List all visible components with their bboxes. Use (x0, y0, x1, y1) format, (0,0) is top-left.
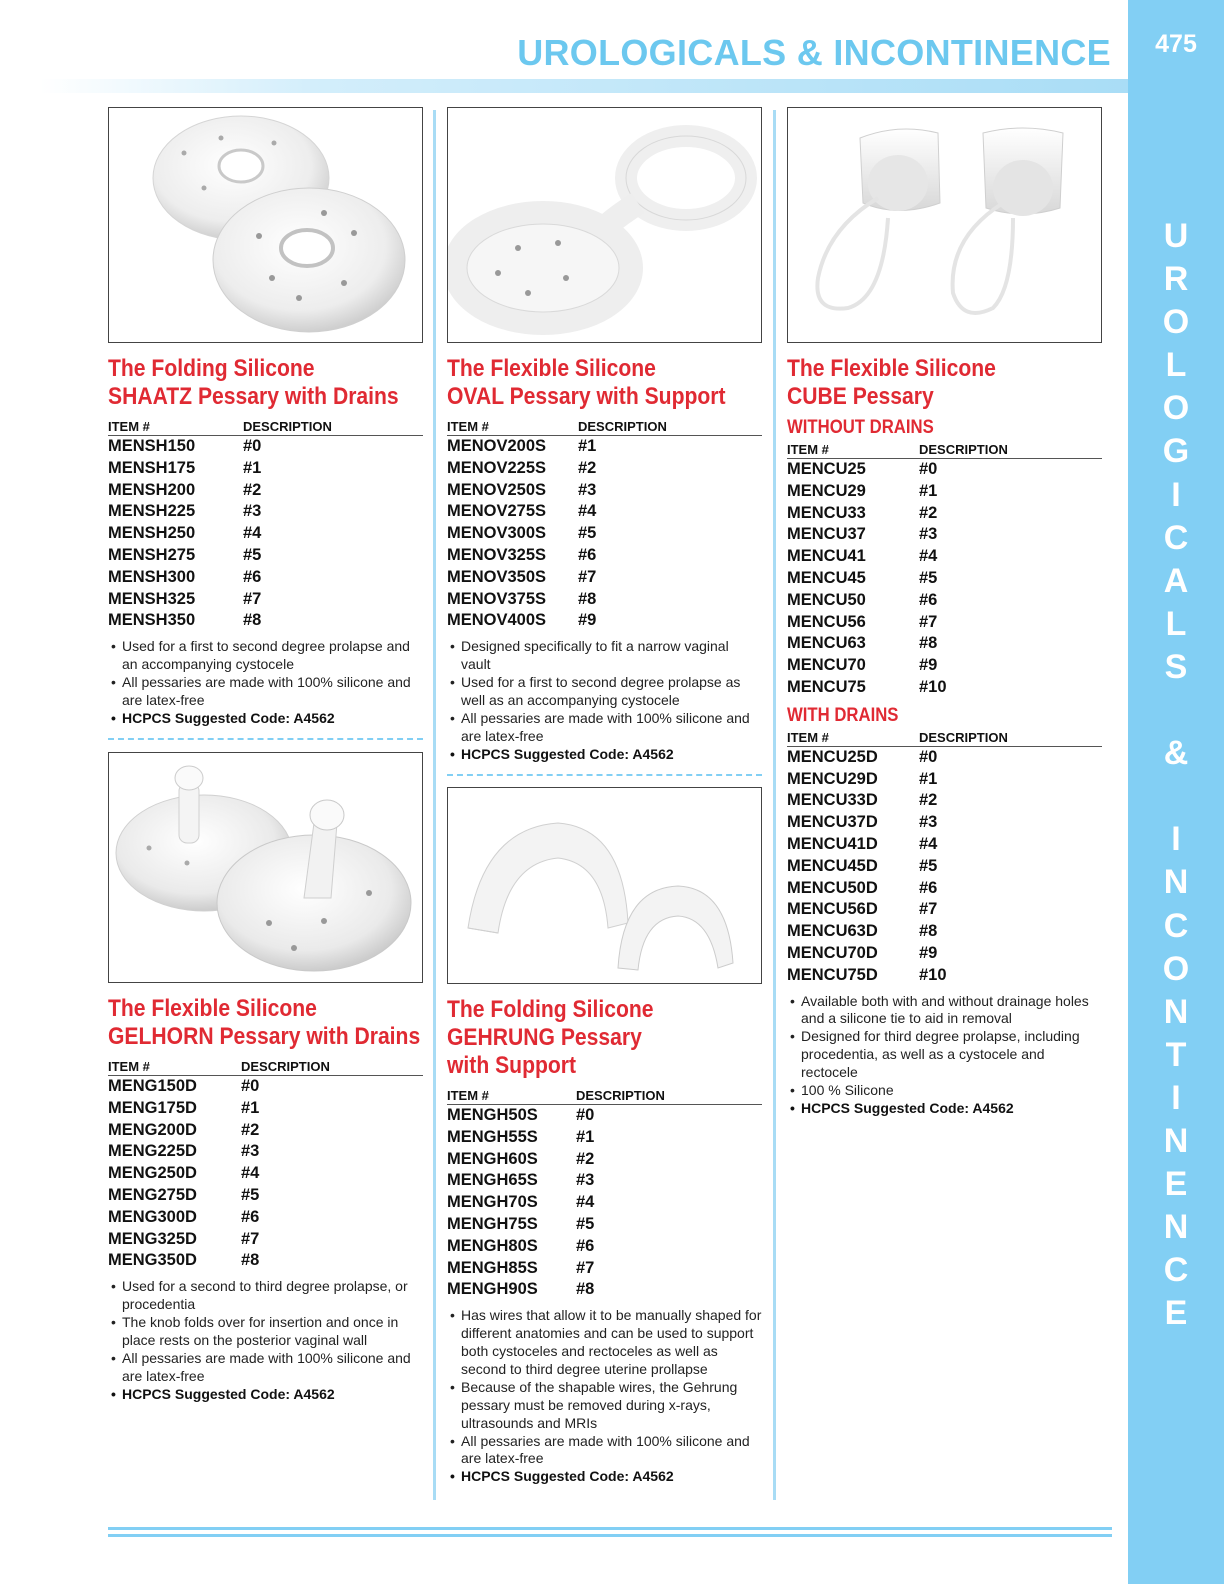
item-size: #5 (243, 545, 262, 564)
table-row (108, 1098, 423, 1120)
table-row (108, 1141, 423, 1163)
page-number: 475 (1155, 30, 1197, 58)
table-row (447, 1170, 762, 1192)
item-size: #3 (578, 480, 597, 499)
item-number: MENCU29D (787, 769, 878, 788)
table-row (447, 436, 762, 458)
item-table (108, 1059, 423, 1272)
feature-item: • All pessaries are made with 100% silicone and are latex-free (447, 710, 762, 746)
item-number: MENG350D (108, 1251, 197, 1270)
item-number: MENGH90S (447, 1280, 538, 1299)
item-number: MENCU75D (787, 965, 878, 984)
item-size: #2 (243, 480, 262, 499)
item-size: #3 (576, 1171, 595, 1190)
table-row (787, 943, 1102, 965)
item-size: #6 (243, 567, 262, 586)
table-row (447, 589, 762, 611)
table-row (108, 589, 423, 611)
item-size: #7 (576, 1258, 595, 1277)
side-tab-letter: L (1165, 604, 1187, 643)
item-number: MENCU37 (787, 525, 866, 544)
table-row (787, 568, 1102, 590)
item-number: MENCU56D (787, 900, 878, 919)
item-number: MENOV325S (447, 545, 547, 564)
item-number: MENGH75S (447, 1214, 538, 1233)
item-size: #0 (241, 1077, 260, 1095)
side-tab-letter: I (1171, 475, 1181, 514)
item-number: MENOV250S (447, 480, 547, 499)
side-tab-letter: E (1164, 1165, 1188, 1204)
table-row (787, 856, 1102, 878)
item-number: MENCU41D (787, 834, 878, 853)
feature-list (108, 638, 423, 728)
table-row (787, 746, 1102, 768)
item-number: MENG250D (108, 1164, 197, 1183)
item-number: MENCU75 (787, 677, 866, 696)
product-title: The Folding Silicone SHAATZ Pessary with Drains (108, 355, 399, 410)
table-row (787, 503, 1102, 525)
item-number: MENG300D (108, 1207, 197, 1226)
item-size: #1 (241, 1098, 260, 1117)
product-shaatz (108, 107, 423, 740)
feature-item: • The knob folds over for insertion and once in place rests on the posterior vaginal wall (108, 1314, 423, 1350)
item-size: #8 (243, 611, 262, 630)
footer-rule (108, 1534, 1112, 1537)
item-size: #7 (919, 900, 938, 919)
feature-list (447, 1307, 762, 1486)
table-row (108, 567, 423, 589)
item-size: #6 (576, 1236, 595, 1255)
table-row (108, 1250, 423, 1272)
feature-item: • Because of the shapable wires, the Gehrung pessary must be removed during x-rays, ultrasounds and MRIs (447, 1379, 762, 1433)
item-number: MENCU63 (787, 634, 866, 653)
item-size: #8 (578, 589, 597, 608)
table-row (447, 1127, 762, 1149)
item-size: #8 (241, 1251, 260, 1270)
side-tab-title (1128, 215, 1224, 1335)
item-size: #7 (919, 612, 938, 631)
item-number: MENSH350 (108, 611, 196, 630)
table-row (447, 523, 762, 545)
side-tab-letter: C (1163, 518, 1189, 557)
side-tab-letter: S (1164, 647, 1188, 686)
item-size: #5 (919, 568, 938, 587)
table-row (787, 459, 1102, 481)
table-row (108, 436, 423, 458)
subsection-heading: WITH DRAINS (787, 704, 899, 726)
footer-rule (108, 1527, 1112, 1530)
table-row (447, 1236, 762, 1258)
item-size: #6 (919, 590, 938, 609)
product-title: The Flexible Silicone OVAL Pessary with Support (447, 355, 726, 410)
item-size: #5 (919, 856, 938, 875)
item-size: #1 (578, 437, 597, 455)
item-column-header: ITEM # (447, 419, 578, 436)
table-row (787, 524, 1102, 546)
table-row (447, 1192, 762, 1214)
table-row (447, 567, 762, 589)
product-oval (447, 107, 762, 776)
table-row (447, 501, 762, 523)
table-row (108, 1229, 423, 1251)
item-size: #6 (578, 545, 597, 564)
description-column-header: DESCRIPTION (919, 442, 1102, 459)
item-number: MENCU63D (787, 922, 878, 941)
item-size: #1 (576, 1127, 595, 1146)
item-number: MENCU25D (787, 747, 878, 766)
item-size: #3 (919, 813, 938, 832)
table-row (787, 834, 1102, 856)
item-size: #0 (919, 747, 938, 766)
item-size: #4 (919, 547, 938, 566)
table-row (447, 545, 762, 567)
item-size: #6 (919, 878, 938, 897)
table-row (447, 1149, 762, 1171)
item-size: #6 (241, 1207, 260, 1226)
item-number: MENCU50 (787, 590, 866, 609)
feature-item: • Available both with and without drainage holes and a silicone tie to aid in removal (787, 993, 1102, 1029)
item-size: #1 (919, 481, 938, 500)
item-size: #10 (919, 677, 947, 696)
item-size: #2 (919, 503, 938, 522)
description-column-header: DESCRIPTION (576, 1088, 762, 1105)
table-row (108, 501, 423, 523)
section-divider (108, 738, 423, 740)
item-size: #4 (919, 834, 938, 853)
item-size: #4 (243, 524, 262, 543)
item-table (787, 442, 1102, 699)
table-row (787, 546, 1102, 568)
table-row (787, 590, 1102, 612)
item-number: MENGH50S (447, 1106, 538, 1124)
feature-item: • Designed specifically to fit a narrow vaginal vault (447, 638, 762, 674)
table-row (787, 481, 1102, 503)
item-table (787, 730, 1102, 987)
feature-item: • Designed for third degree prolapse, including procedentia, as well as a cystocele and rectocele (787, 1028, 1102, 1082)
item-column-header: ITEM # (787, 730, 919, 747)
description-column-header: DESCRIPTION (578, 419, 762, 436)
item-size: #0 (243, 437, 262, 455)
item-size: #2 (576, 1149, 595, 1168)
side-tab-letter: I (1171, 820, 1181, 859)
item-number: MENCU33D (787, 791, 878, 810)
product-photo-gehrung (447, 787, 762, 984)
item-size: #8 (919, 634, 938, 653)
item-number: MENOV275S (447, 502, 547, 521)
item-number: MENOV300S (447, 524, 547, 543)
side-tab-letter: A (1163, 561, 1189, 600)
item-size: #8 (576, 1280, 595, 1299)
header-bar (40, 79, 1128, 93)
product-photo-cube (787, 107, 1102, 343)
column-divider (433, 110, 436, 1500)
feature-item: • Used for a first to second degree prolapse and an accompanying cystocele (108, 638, 423, 674)
item-number: MENSH275 (108, 545, 196, 564)
item-number: MENCU56 (787, 612, 866, 631)
feature-item: • All pessaries are made with 100% silicone and are latex-free (447, 1433, 762, 1469)
feature-item: • All pessaries are made with 100% silicone and are latex-free (108, 674, 423, 710)
page-title: UROLOGICALS & INCONTINENCE (517, 32, 1111, 73)
item-number: MENSH200 (108, 480, 196, 499)
item-size: #0 (576, 1106, 595, 1124)
item-number: MENGH70S (447, 1193, 538, 1212)
item-column-header: ITEM # (108, 1059, 241, 1076)
item-number: MENOV225S (447, 458, 547, 477)
side-tab-letter: G (1162, 432, 1190, 471)
side-tab-letter: E (1164, 1294, 1188, 1333)
item-table (447, 419, 762, 632)
item-table (108, 419, 423, 632)
item-column-header: ITEM # (108, 419, 243, 436)
item-size: #5 (241, 1185, 260, 1204)
item-number: MENSH225 (108, 502, 196, 521)
table-row (108, 1120, 423, 1142)
feature-item: • Has wires that allow it to be manually shaped for different anatomies and can be used to support both cystoceles and rectoceles as well as second to third degree uterine prollapse (447, 1307, 762, 1379)
product-gehrung (447, 787, 762, 1486)
item-number: MENSH325 (108, 589, 196, 608)
table-row (447, 1279, 762, 1301)
item-size: #2 (578, 458, 597, 477)
product-photo-gelhorn (108, 752, 423, 983)
item-size: #1 (243, 458, 262, 477)
table-row (787, 677, 1102, 699)
item-size: #9 (919, 656, 938, 675)
item-number: MENCU25 (787, 460, 866, 478)
item-number: MENCU45 (787, 568, 866, 587)
item-number: MENCU45D (787, 856, 878, 875)
item-size: #8 (919, 922, 938, 941)
item-size: #3 (241, 1142, 260, 1161)
side-tab-letter: O (1162, 389, 1190, 428)
item-column-header: ITEM # (787, 442, 919, 459)
table-row (787, 965, 1102, 987)
table-row (787, 769, 1102, 791)
table-row (108, 545, 423, 567)
description-column-header: DESCRIPTION (243, 419, 423, 436)
item-number: MENSH175 (108, 458, 196, 477)
item-size: #7 (243, 589, 262, 608)
side-tab-letter: R (1163, 260, 1189, 299)
side-tab-letter: L (1165, 346, 1187, 385)
side-tab-letter: T (1165, 1035, 1187, 1074)
table-row (108, 1185, 423, 1207)
table-row (108, 1076, 423, 1098)
side-tab-letter: N (1163, 863, 1189, 902)
table-row (787, 790, 1102, 812)
item-number: MENGH85S (447, 1258, 538, 1277)
item-number: MENOV200S (447, 437, 547, 455)
item-size: #4 (578, 502, 597, 521)
table-row (108, 480, 423, 502)
table-row (787, 612, 1102, 634)
side-tab-letter: C (1163, 1251, 1189, 1290)
side-tab-letter: O (1162, 949, 1190, 988)
item-number: MENCU70D (787, 943, 878, 962)
product-title: The Folding Silicone GEHRUNG Pessary with Support (447, 996, 654, 1079)
side-tab-letter: N (1163, 992, 1189, 1031)
description-column-header: DESCRIPTION (241, 1059, 423, 1076)
feature-item: • Used for a second to third degree prolapse, or procedentia (108, 1278, 423, 1314)
table-row (787, 812, 1102, 834)
table-row (108, 1163, 423, 1185)
item-size: #10 (919, 965, 947, 984)
product-photo-oval (447, 107, 762, 343)
product-photo-shaatz (108, 107, 423, 343)
table-row (447, 458, 762, 480)
side-tab-letter: & (1163, 734, 1189, 773)
column-divider (773, 110, 776, 1500)
table-row (108, 610, 423, 632)
item-size: #9 (578, 611, 597, 630)
item-number: MENCU50D (787, 878, 878, 897)
feature-item: • Used for a first to second degree prolapse as well as an accompanying cystocele (447, 674, 762, 710)
table-row (787, 899, 1102, 921)
item-size: #7 (578, 567, 597, 586)
item-number: MENG325D (108, 1229, 197, 1248)
item-number: MENCU29 (787, 481, 866, 500)
item-number: MENCU33 (787, 503, 866, 522)
item-size: #4 (241, 1164, 260, 1183)
item-size: #2 (919, 791, 938, 810)
item-number: MENG275D (108, 1185, 197, 1204)
item-size: #1 (919, 769, 938, 788)
item-number: MENSH150 (108, 437, 196, 455)
item-number: MENOV400S (447, 611, 547, 630)
feature-list (787, 993, 1102, 1118)
section-divider (447, 774, 762, 776)
item-number: MENGH60S (447, 1149, 538, 1168)
table-row (108, 523, 423, 545)
item-number: MENGH55S (447, 1127, 538, 1146)
side-tab-letter: N (1163, 1121, 1189, 1160)
table-row (447, 1258, 762, 1280)
item-size: #5 (576, 1214, 595, 1233)
item-number: MENCU41 (787, 547, 866, 566)
table-row (447, 1214, 762, 1236)
item-size: #2 (241, 1120, 260, 1139)
hcpcs-code: • HCPCS Suggested Code: A4562 (108, 710, 423, 728)
product-title: The Flexible Silicone CUBE Pessary (787, 355, 996, 410)
table-row (447, 480, 762, 502)
item-size: #3 (243, 502, 262, 521)
side-tab-letter: N (1163, 1208, 1189, 1247)
subsection-heading: WITHOUT DRAINS (787, 417, 934, 438)
description-column-header: DESCRIPTION (919, 730, 1102, 747)
table-row (787, 633, 1102, 655)
side-tab-letter: C (1163, 906, 1189, 945)
item-number: MENG200D (108, 1120, 197, 1139)
table-row (108, 458, 423, 480)
feature-item: • 100 % Silicone (787, 1082, 1102, 1100)
item-column-header: ITEM # (447, 1088, 576, 1105)
item-size: #5 (578, 524, 597, 543)
hcpcs-code: • HCPCS Suggested Code: A4562 (447, 1468, 762, 1486)
item-size: #9 (919, 943, 938, 962)
table-row (787, 878, 1102, 900)
item-number: MENOV375S (447, 589, 547, 608)
item-number: MENGH65S (447, 1171, 538, 1190)
table-row (787, 921, 1102, 943)
item-number: MENG150D (108, 1077, 197, 1095)
item-size: #0 (919, 460, 938, 478)
item-number: MENOV350S (447, 567, 547, 586)
product-title: The Flexible Silicone GELHORN Pessary with Drains (108, 995, 421, 1050)
item-number: MENSH250 (108, 524, 196, 543)
item-number: MENGH80S (447, 1236, 538, 1255)
hcpcs-code: • HCPCS Suggested Code: A4562 (108, 1386, 423, 1404)
table-row (447, 1105, 762, 1127)
side-tab-letter: O (1162, 303, 1190, 342)
item-table (447, 1088, 762, 1301)
table-row (108, 1207, 423, 1229)
feature-list (447, 638, 762, 763)
item-number: MENCU70 (787, 656, 866, 675)
item-size: #4 (576, 1193, 595, 1212)
item-size: #7 (241, 1229, 260, 1248)
side-tab-letter: I (1171, 1078, 1181, 1117)
hcpcs-code: • HCPCS Suggested Code: A4562 (447, 746, 762, 764)
table-row (447, 610, 762, 632)
feature-list (108, 1278, 423, 1403)
table-row (787, 655, 1102, 677)
feature-item: • All pessaries are made with 100% silicone and are latex-free (108, 1350, 423, 1386)
product-cube (787, 107, 1102, 1118)
side-tab-letter: U (1163, 217, 1189, 255)
hcpcs-code: • HCPCS Suggested Code: A4562 (787, 1100, 1102, 1118)
item-number: MENSH300 (108, 567, 196, 586)
item-size: #3 (919, 525, 938, 544)
product-gelhorn (108, 752, 423, 1404)
item-number: MENG175D (108, 1098, 197, 1117)
item-number: MENCU37D (787, 813, 878, 832)
item-number: MENG225D (108, 1142, 197, 1161)
